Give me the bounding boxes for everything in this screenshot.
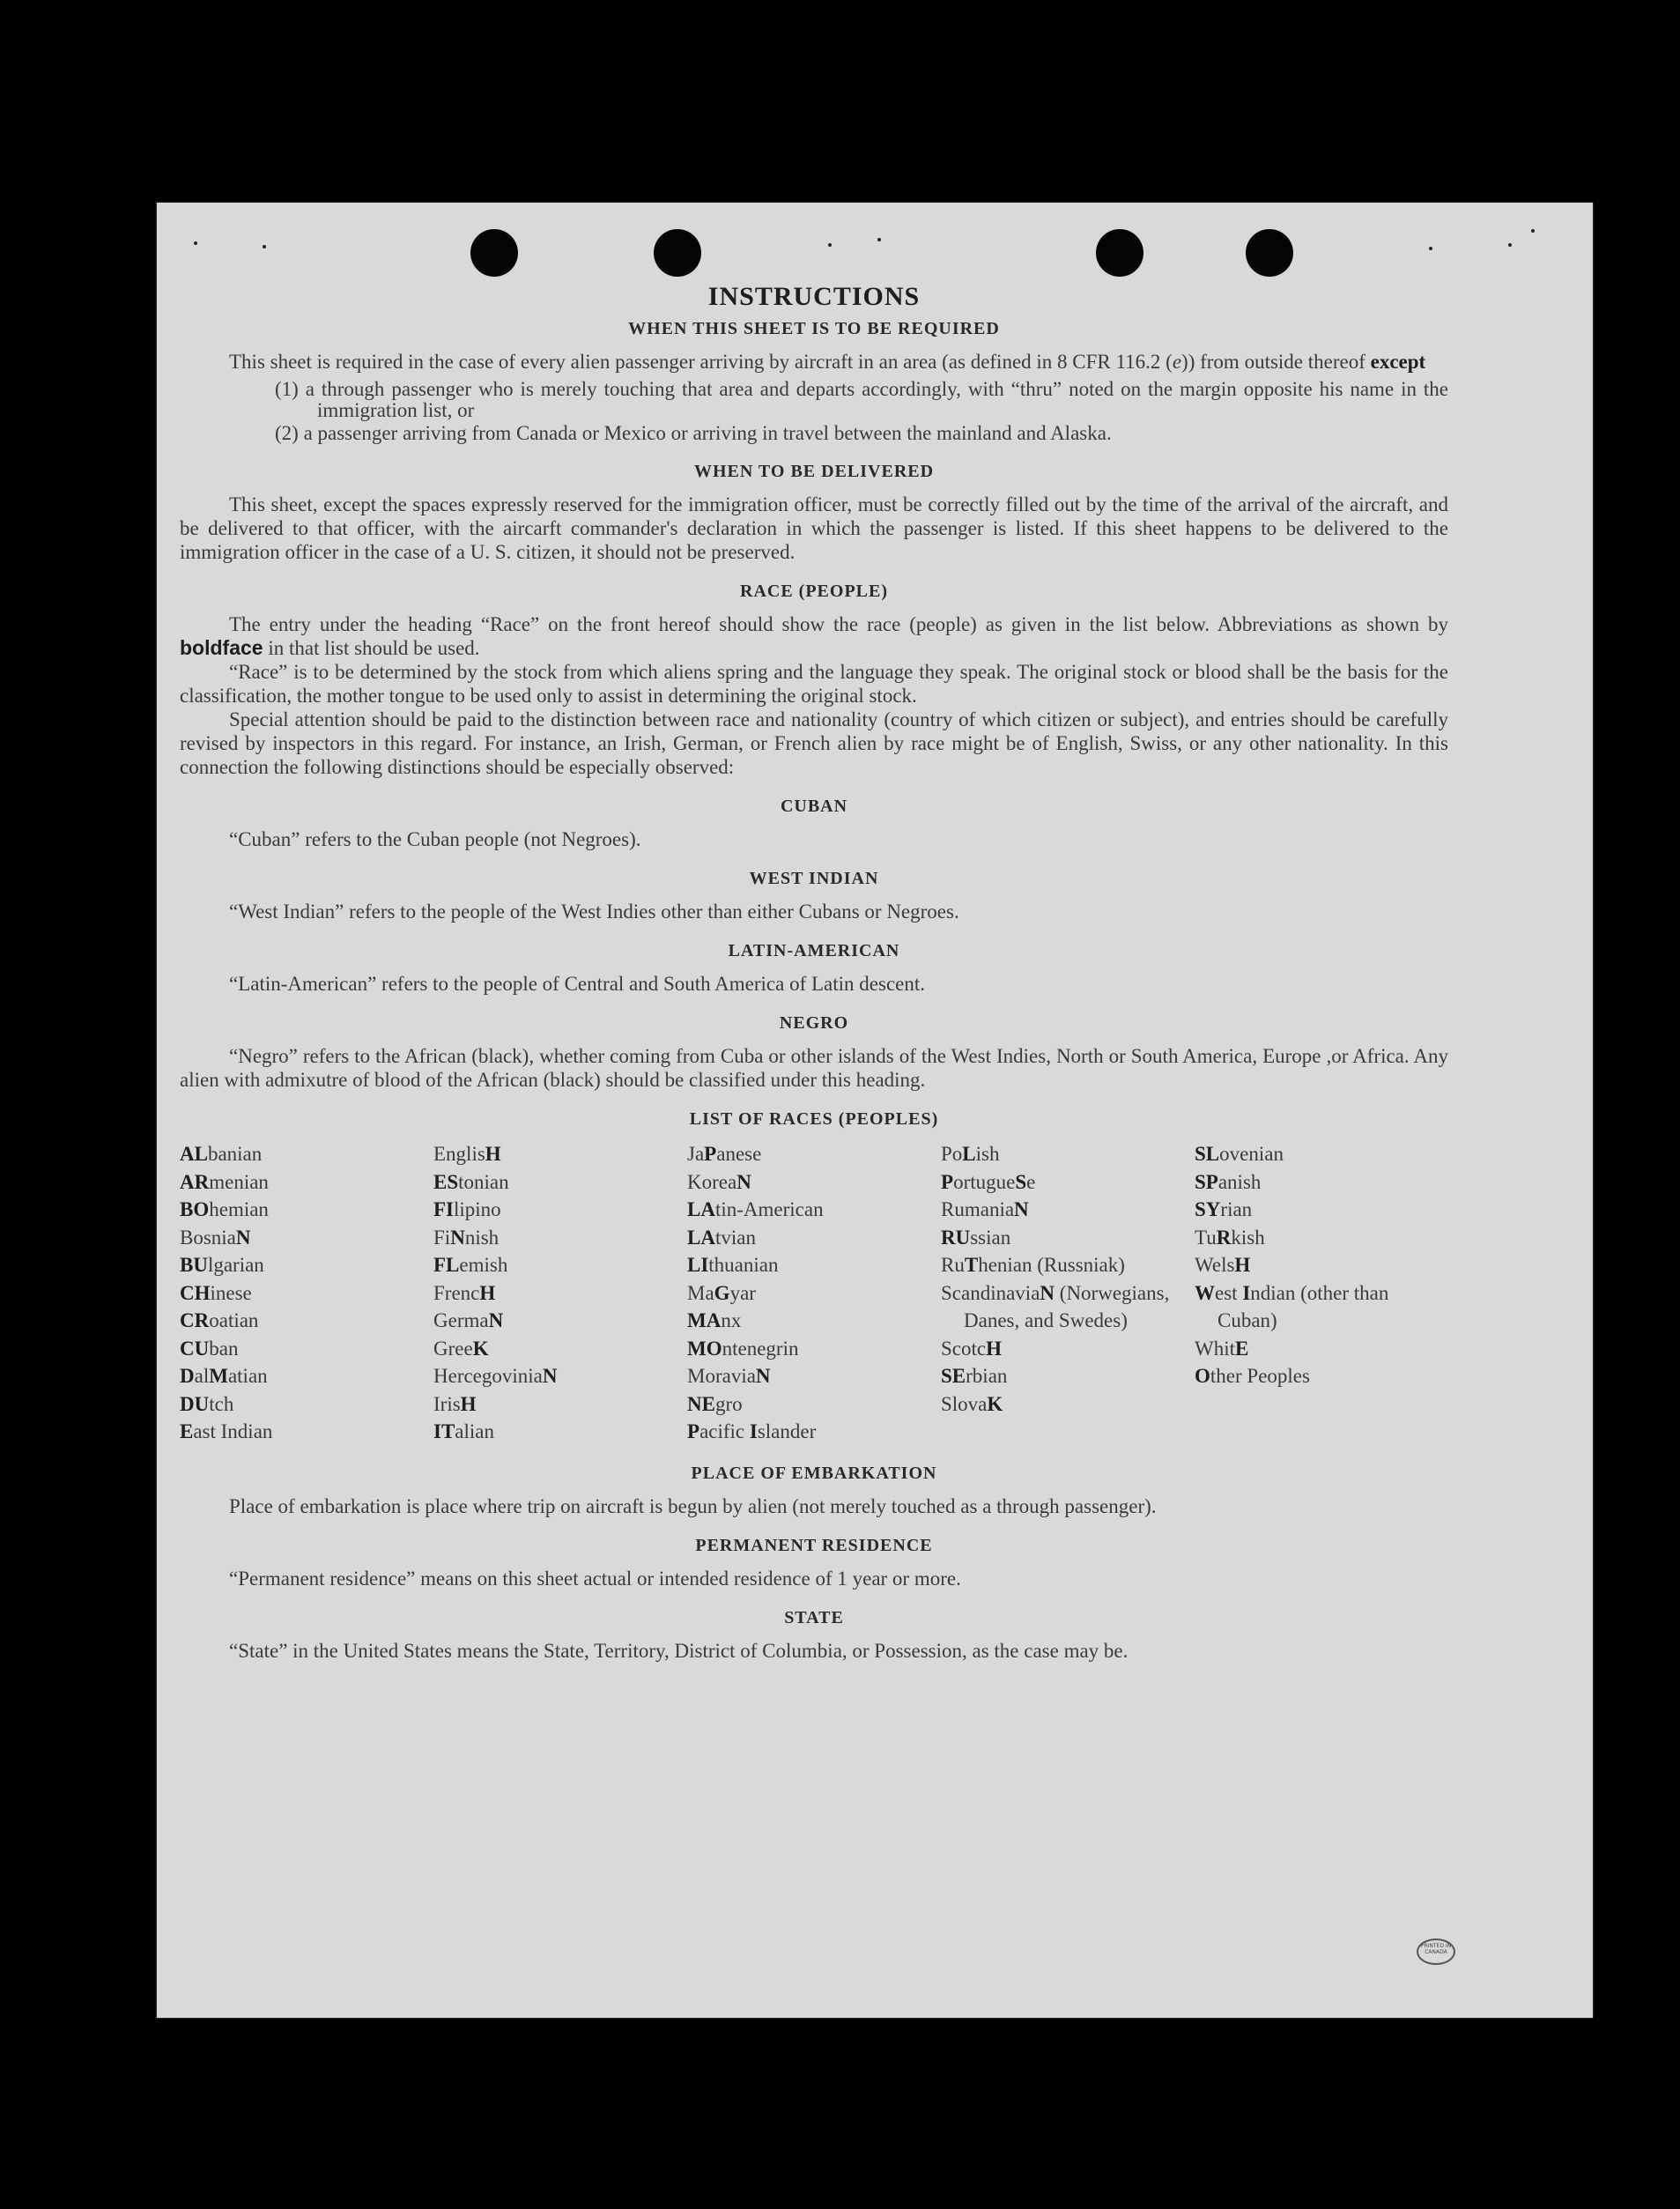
- west-indian-text: “West Indian” refers to the people of the West Indies other than either Cubans or Negroes.: [229, 901, 959, 923]
- required-intro: This sheet is required in the case of every alien passenger arriving by aircraft in an area (as defined in 8 CFR 116.2 (e)) from outside thereof except: [229, 351, 1426, 373]
- race-column: [941, 1140, 1195, 1446]
- punch-hole: [654, 229, 701, 277]
- race-entry: FrencH: [433, 1281, 496, 1304]
- race-entry: FIlipino: [433, 1198, 501, 1220]
- punch-hole: [1096, 229, 1143, 277]
- race-entry: LIthuanian: [687, 1254, 779, 1276]
- race-entry: FLemish: [433, 1254, 508, 1276]
- printed-in-canada-stamp: PRINTED IN CANADA: [1417, 1938, 1455, 1965]
- race-entry: MoraviaN: [687, 1365, 771, 1387]
- race-entry: ScotcH: [941, 1337, 1002, 1360]
- race-entry: LAtvian: [687, 1226, 756, 1249]
- section-heading-race-list: LIST OF RACES (PEOPLES): [689, 1109, 939, 1129]
- latin-american-text: “Latin-American” refers to the people of Central and South America of Latin descent.: [229, 973, 925, 995]
- race-entry: HercegoviniaN: [433, 1365, 558, 1387]
- race-column: [687, 1140, 941, 1446]
- race-column: [433, 1140, 687, 1446]
- page-title: INSTRUCTIONS: [707, 282, 921, 311]
- race-entry: SErbian: [941, 1365, 1008, 1387]
- race-entry: EnglisH: [433, 1143, 501, 1165]
- race-entry: BOhemian: [180, 1198, 269, 1220]
- race-entry: MaGyar: [687, 1281, 756, 1304]
- race-entry: GreeK: [433, 1337, 489, 1360]
- race-entry: CHinese: [180, 1281, 252, 1304]
- race-entry: FiNnish: [433, 1226, 500, 1249]
- exception-list: [180, 379, 1448, 444]
- section-heading-residence: PERMANENT RESIDENCE: [695, 1535, 933, 1555]
- race-entry: SlovaK: [941, 1392, 1003, 1415]
- section-heading-race: RACE (PEOPLE): [740, 582, 888, 601]
- race-entry: PortugueSe: [941, 1170, 1036, 1193]
- race-entry: CRoatian: [180, 1309, 259, 1331]
- race-entry: GermaN: [433, 1309, 504, 1331]
- instruction-sheet: [157, 203, 1593, 2018]
- race-entry: WhitE: [1195, 1337, 1249, 1360]
- race-entry: DalMatian: [180, 1365, 268, 1387]
- race-entry: TuRkish: [1195, 1226, 1265, 1249]
- race-entry: SPanish: [1195, 1170, 1262, 1193]
- race-entry: West Indian (other than Cuban): [1195, 1281, 1389, 1331]
- residence-text: “Permanent residence” means on this sheet actual or intended residence of 1 year or more.: [229, 1567, 961, 1590]
- race-entry: CUban: [180, 1337, 239, 1360]
- race-paragraph: “Race” is to be determined by the stock from which aliens spring and the language they speak. The original stock or blood shall be the basis for the classification, the mother tongue to be used only to assist in determining the original stock.: [180, 661, 1448, 707]
- race-entry: Pacific Islander: [687, 1420, 817, 1442]
- embarkation-text: Place of embarkation is place where trip on aircraft is begun by alien (not merely touched as a through passenger).: [229, 1494, 1157, 1517]
- race-paragraph: The entry under the heading “Race” on the front hereof should show the race (people) as given in the list below. Abbreviations as shown by boldface in that list should be used.: [180, 613, 1448, 659]
- race-entry: IrisH: [433, 1392, 477, 1415]
- race-entry: RUssian: [941, 1226, 1011, 1249]
- section-heading-west-indian: WEST INDIAN: [749, 869, 879, 888]
- race-entry: RumaniaN: [941, 1198, 1029, 1220]
- race-entry: JaPanese: [687, 1143, 762, 1165]
- exception-item: (2) a passenger arriving from Canada or Mexico or arriving in travel between the mainland and Alaska.: [275, 422, 1112, 444]
- race-entry: MOntenegrin: [687, 1337, 799, 1360]
- section-heading-delivered: WHEN TO BE DELIVERED: [693, 462, 935, 481]
- exception-item: (1) a through passenger who is merely touching that area and departs accordingly, with “thru” noted on the margin opposite his name in the immigration list, or: [275, 378, 1448, 421]
- cuban-text: “Cuban” refers to the Cuban people (not Negroes).: [229, 828, 641, 850]
- race-list: [180, 1140, 1448, 1446]
- negro-text: “Negro” refers to the African (black), whether coming from Cuba or other islands of the West Indies, North or South America, Europe ,or Africa. Any alien with admixutre of blood of the African (black) should be classified under this heading.: [180, 1045, 1448, 1091]
- section-heading-embarkation: PLACE OF EMBARKATION: [691, 1463, 937, 1483]
- race-entry: SLovenian: [1195, 1143, 1284, 1165]
- race-paragraph: Special attention should be paid to the distinction between race and nationality (country of which citizen or subject), and entries should be carefully revised by inspectors in this regard. For instance, an Irish, German, or French alien by race might be of English, Swiss, or any other nationality. In this connection the following distinctions should be especially observed:: [180, 708, 1448, 778]
- section-heading-required: WHEN THIS SHEET IS TO BE REQUIRED: [628, 319, 1000, 338]
- race-entry: ARmenian: [180, 1170, 269, 1193]
- race-entry: NEgro: [687, 1392, 743, 1415]
- race-entry: SYrian: [1195, 1198, 1253, 1220]
- delivered-text: This sheet, except the spaces expressly reserved for the immigration officer, must be correctly filled out by the time of the arrival of the aircraft, and be delivered to that officer, with the aircarft commander's declaration in which the passenger is listed. If this sheet happens to be delivered to the immigration officer in the case of a U. S. citizen, it should not be preserved.: [180, 493, 1448, 563]
- race-entry: EStonian: [433, 1170, 509, 1193]
- race-entry: BUlgarian: [180, 1254, 264, 1276]
- race-entry: Other Peoples: [1195, 1365, 1310, 1387]
- race-entry: PoLish: [941, 1143, 1000, 1165]
- punch-hole: [470, 229, 518, 277]
- race-entry: DUtch: [180, 1392, 234, 1415]
- race-entry: LAtin-American: [687, 1198, 824, 1220]
- race-column: [1195, 1140, 1448, 1446]
- section-heading-negro: NEGRO: [779, 1013, 849, 1033]
- race-entry: WelsH: [1195, 1254, 1251, 1276]
- race-entry: KoreaN: [687, 1170, 751, 1193]
- race-entry: BosniaN: [180, 1226, 251, 1249]
- race-entry: MAnx: [687, 1309, 742, 1331]
- race-entry: ScandinaviaN (Norwegians, Danes, and Swedes): [941, 1281, 1170, 1331]
- section-heading-state: STATE: [784, 1607, 844, 1627]
- race-entry: ITalian: [433, 1420, 494, 1442]
- section-heading-cuban: CUBAN: [780, 797, 848, 816]
- punch-hole: [1246, 229, 1293, 277]
- section-heading-latin-american: LATIN-AMERICAN: [728, 941, 900, 960]
- race-entry: East Indian: [180, 1420, 273, 1442]
- race-entry: RuThenian (Russniak): [941, 1254, 1125, 1276]
- race-column: [180, 1140, 433, 1446]
- state-text: “State” in the United States means the State, Territory, District of Columbia, or Possession, as the case may be.: [229, 1639, 1129, 1662]
- race-entry: ALbanian: [180, 1143, 263, 1165]
